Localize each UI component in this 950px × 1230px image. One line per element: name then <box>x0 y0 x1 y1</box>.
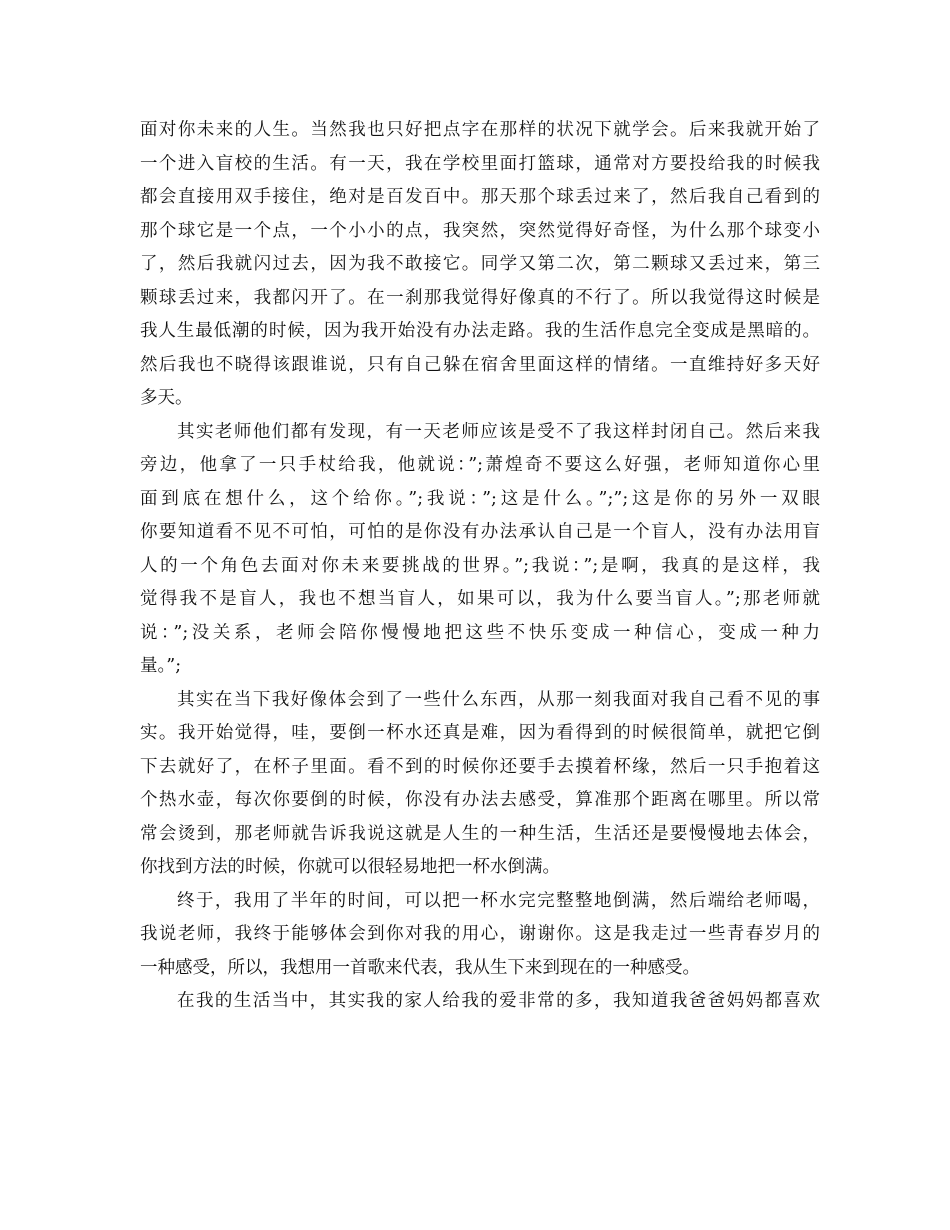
text-line: 量。”; <box>140 656 182 676</box>
paragraph-first-line: 在我的生活当中，其实我的家人给我的爱非常的多，我知道我爸爸妈妈都喜欢 <box>177 991 820 1011</box>
text-line: 多天。 <box>140 388 193 408</box>
text-line: 人的一个角色去面对你未来要挑战的世界。”;我说：”;是啊，我真的是这样，我 <box>140 555 820 576</box>
text-line: 然后我也不晓得该跟谁说，只有自己躲在宿舍里面这样的情绪。一直维持好多天好 <box>140 354 820 375</box>
text-line: 我人生最低潮的时候，因为我开始没有办法走路。我的生活作息完全变成是黑暗的。 <box>140 321 820 341</box>
text-line: 面到底在想什么，这个给你。”;我说：”;这是什么。”;”;这是你的另外一双眼 <box>140 488 820 509</box>
text-line: 一个进入盲校的生活。有一天，我在学校里面打篮球，通常对方要投给我的时候我 <box>140 153 820 174</box>
text-line: 你找到方法的时候，你就可以很轻易地把一杯水倒满。 <box>140 857 560 877</box>
paragraph-first-line: 其实老师他们都有发现，有一天老师应该是受不了我这样封闭自己。然后来我 <box>177 421 820 442</box>
text-line: 面对你未来的人生。当然我也只好把点字在那样的状况下就学会。后来我就开始了 <box>140 120 820 140</box>
paragraph-first-line: 其实在当下我好像体会到了一些什么东西，从那一刻我面对我自己看不见的事 <box>177 689 820 710</box>
text-line: 了，然后我就闪过去，因为我不敢接它。同学又第二次，第二颗球又丢过来，第三 <box>140 254 820 274</box>
text-line: 你要知道看不见不可怕，可怕的是你没有办法承认自己是一个盲人，没有办法用盲 <box>140 522 820 542</box>
text-line: 那个球它是一个点，一个小小的点，我突然，突然觉得好奇怪，为什么那个球变小 <box>140 220 820 241</box>
text-line: 我说老师，我终于能够体会到你对我的用心，谢谢你。这是我走过一些青春岁月的 <box>140 924 820 944</box>
text-line: 下去就好了，在杯子里面。看不到的时候你还要手去摸着杯缘，然后一只手抱着这 <box>140 756 820 777</box>
text-line: 颗球丢过来，我都闪开了。在一刹那我觉得好像真的不行了。所以我觉得这时候是 <box>140 287 820 308</box>
text-line: 说：”;没关系，老师会陪你慢慢地把这些不快乐变成一种信心，变成一种力 <box>140 622 820 643</box>
text-line: 旁边，他拿了一只手杖给我，他就说：”;萧煌奇不要这么好强，老师知道你心里 <box>140 455 820 475</box>
text-line: 实。我开始觉得，哇，要倒一杯水还真是难，因为看得到的时候很简单，就把它倒 <box>140 723 820 743</box>
document-body <box>140 114 820 1019</box>
text-line: 都会直接用双手接住，绝对是百发百中。那天那个球丢过来了，然后我自己看到的 <box>140 187 820 207</box>
paragraph-first-line: 终于，我用了半年的时间，可以把一杯水完完整整地倒满，然后端给老师喝， <box>177 890 820 911</box>
text-line: 常会烫到，那老师就告诉我说这就是人生的一种生活，生活还是要慢慢地去体会， <box>140 823 820 844</box>
text-line: 觉得我不是盲人，我也不想当盲人，如果可以，我为什么要当盲人。”;那老师就 <box>140 589 820 609</box>
text-line: 一种感受，所以，我想用一首歌来代表，我从生下来到现在的一种感受。 <box>140 957 700 978</box>
text-line: 个热水壶，每次你要倒的时候，你没有办法去感受，算准那个距离在哪里。所以常 <box>140 790 820 810</box>
